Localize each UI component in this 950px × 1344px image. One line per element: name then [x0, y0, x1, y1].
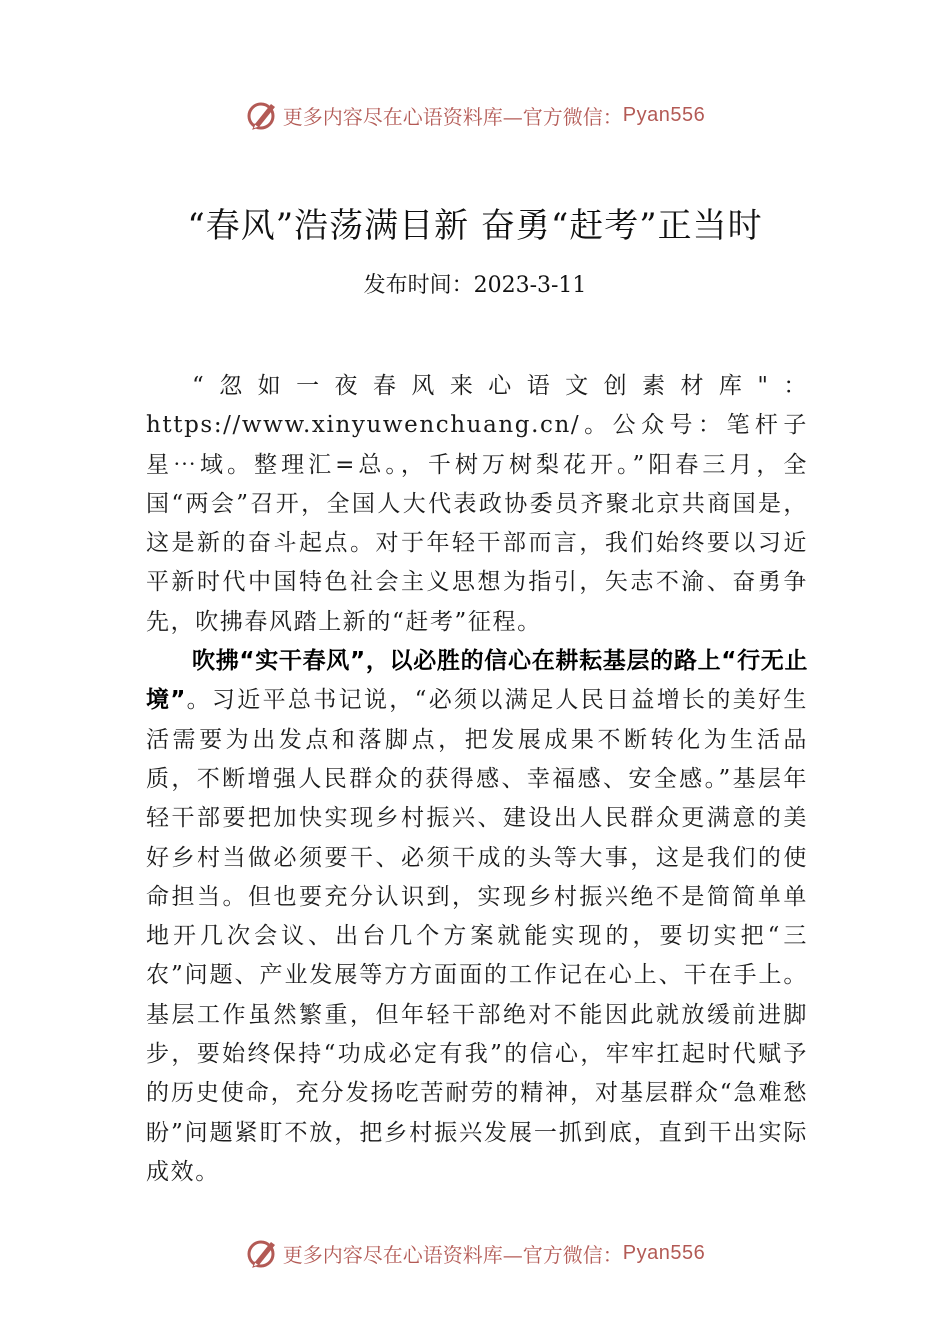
header-banner [0, 95, 950, 135]
pen-logo-icon [245, 1236, 279, 1270]
publish-info [0, 268, 950, 304]
article-body [146, 367, 808, 1192]
banner-text: 更多内容尽在心语资料库—官方微信： [282, 104, 623, 129]
banner-wechat-handle: Pyan556 [622, 103, 706, 126]
paragraph-main-text: 。习近平总书记说，“必须以满足人民日益增长的美好生活需要为出发点和落脚点，把发展成果不断转化为生活品质，不断增强人民群众的获得感、幸福感、安全感。”基层年轻干部要把加快实现乡村振兴、建设出人民群众更满意的美好乡村当做必须要干、必须干成的头等大事，这是我们的使命担当。但也要充分认识到，实现乡村振兴绝不是简简单单地开几次会议、出台几个方案就能实现的，要切实把“三农”问题、产业发展等方方面面的工作记在心上、干在手上。基层工作虽然繁重，但年轻干部绝对不能因此就放缓前进脚步，要始终保持“功成必定有我”的信心，牢牢扛起时代赋予的历史使命，充分发扬吃苦耐劳的精神，对基层群众“急难愁盼”问题紧盯不放，把乡村振兴发展一抓到底，直到干出实际成效。 [146, 687, 808, 1185]
paragraph-intro: “忽如一夜春风来心语文创素材库"：https://www.xinyuwenchuang.cn/。公众号：笔杆子星⋯域。整理汇=总。，千树万树梨花开。”阳春三月，全国“两会”召开，全国人大代表政协委员齐聚北京共商国是， 这是新的奋斗起点。对于年轻干部而言，我们始终要以习近平新时代中国特色社会主义思想为指引，矢志不渝、奋勇争先，吹拂春风踏上新的“赶考”征程。 [146, 373, 808, 635]
paragraph-main [146, 642, 808, 1192]
publish-label: 发布时间： [363, 273, 474, 298]
banner-text: 更多内容尽在心语资料库—官方微信： [282, 1242, 623, 1267]
footer-banner [0, 1233, 950, 1273]
publish-date: 2023-3-11 [473, 273, 587, 298]
pen-logo-icon [245, 98, 279, 132]
banner-wechat-handle: Pyan556 [622, 1241, 706, 1264]
paragraph-heading: 吹拂“实干春风”，以必胜的信心在耕耘基层的路上“行无止境” [146, 648, 808, 714]
article-title: “春风”浩荡满目新 奋勇“赶考”正当时 [187, 206, 763, 246]
